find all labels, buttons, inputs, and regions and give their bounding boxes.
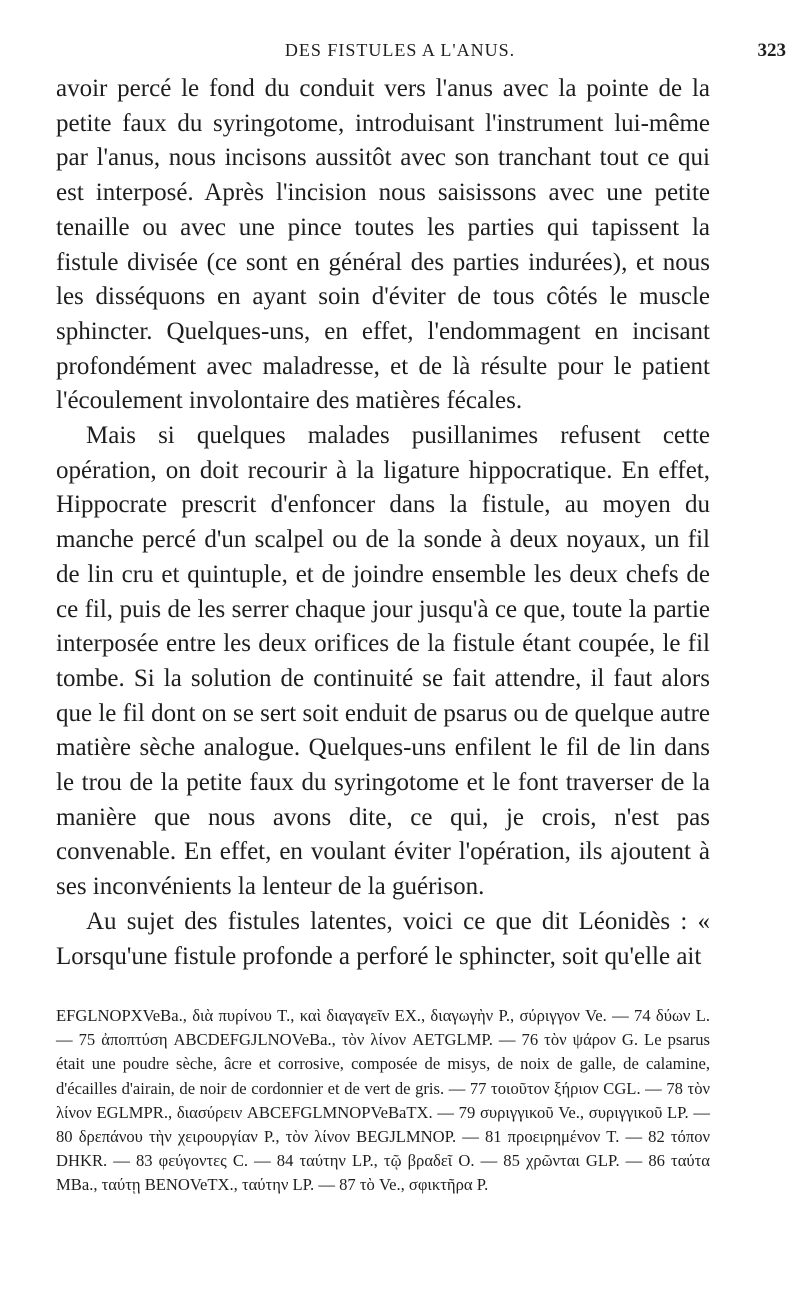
running-head: [0, 40, 800, 70]
footnotes: [56, 1004, 710, 1198]
paragraph-1: avoir percé le fond du conduit vers l'anus avec la pointe de la petite faux du syringotome, introduisant l'instrument lui-même par l'anus, nous incisons aussitôt avec son tranchant tout ce qui est interposé. Après l'incision nous saisissons avec une petite tenaille ou avec une pince toutes les parties qui tapissent la fistule divisée (ce sont en général des parties indurées), et nous les disséquons en ayant soin d'éviter de tous côtés le muscle sphincter. Quelques-uns, en effet, l'endommagent en incisant profondément avec maladresse, et de là résulte pour le patient l'écoulement involontaire des matières fécales.: [56, 75, 710, 415]
paragraph-2: Mais si quelques malades pusillanimes refusent cette opération, on doit recourir à la ligature hippocratique. En effet, Hippocrate prescrit d'enfoncer dans la fistule, au moyen du manche percé d'un scalpel ou de la sonde à deux noyaux, un fil de lin cru et quintuple, et de joindre ensemble les deux chefs de ce fil, puis de les serrer chaque jour jusqu'à ce que, toute la partie interposée entre les deux orifices de la fistule étant coupée, le fil tombe. Si la solution de continuité se fait attendre, il faut alors que le fil dont on se sert soit enduit de psarus ou de quelque autre matière sèche analogue. Quelques-uns enfilent le fil de lin dans le trou de la petite faux du syringotome et le font traverser de la manière que nous avons dite, ce qui, je crois, n'est pas convenable. En effet, en voulant éviter l'opération, ils ajoutent à ses inconvénients la lenteur de la guérison.: [56, 422, 711, 901]
footnotes-text: EFGLNOPXVeBa., διὰ πυρίνου T., καὶ διαγαγεῖν EX., διαγωγὴν P., σύριγγον Ve. — 74 δύων L. — 75 ἀποπτύση ABCDEFGJLNOVeBa., τὸν λίνον AETGLMP. — 76 τὸν ψάρον G. Le psarus était une poudre sèche, âcre et corrosive, composée de misys, de noix de galle, de calamine, d'écailles d'airain, de noir de cordonnier et de vert de gris. — 77 τοιοῦτον ξήριον CGL. — 78 τὸν λίνον EGLMPR., διασύρειν ABCEFGLMNOPVeBaTX. — 79 συριγγικοῦ Ve., συριγγικοῦ LP. — 80 δρεπάνου τὴν χειρουργίαν P., τὸν λίνον BEGJLMNOP. — 81 προειρημένον T. — 82 τόπον DHKR. — 83 φεύγοντες C. — 84 ταύτην LP., τῷ βραδεῖ O. — 85 χρῶνται GLP. — 86 ταύτα MBa., ταύτῃ BENOVeTX., ταύτην LP. — 87 τὸ Ve., σφικτῆρα P.: [56, 1006, 710, 1195]
paragraph-3: Au sujet des fistules latentes, voici ce que dit Léonidès : « Lorsqu'une fistule profonde a perforé le sphincter, soit qu'elle ait: [56, 907, 710, 970]
running-title: DES FISTULES A L'ANUS.: [284, 40, 516, 60]
page-number: 323: [757, 40, 786, 61]
body-text: [56, 72, 710, 974]
